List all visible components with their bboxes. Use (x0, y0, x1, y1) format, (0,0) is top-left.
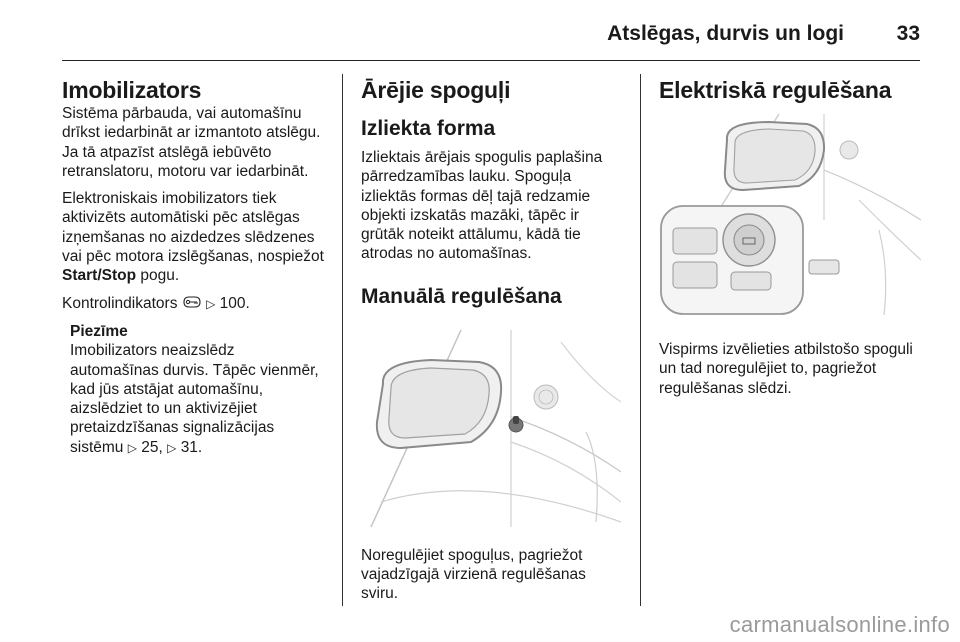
column-divider (342, 74, 343, 606)
subsection-heading: Izliekta forma (361, 117, 496, 140)
subsection-heading: Manuālā regulēšana (361, 284, 562, 308)
electric-mirror-illustration (659, 110, 921, 322)
column-immobilizer (62, 76, 327, 458)
section-heading: Ārējie spoguļi (361, 77, 511, 103)
column-electric-adjustment (659, 76, 921, 398)
paragraph: Kontrolindikators ▷ 100. (62, 294, 250, 312)
page-ref-link[interactable]: 31. (180, 438, 203, 456)
manual-mirror-illustration (361, 322, 621, 534)
page-title: Atslēgas, durvis un logi (607, 22, 844, 45)
note-text: Imobilizators neaizslēdz automašīnas durvis. Tāpēc vienmēr, kad jūs atstājat automašīnu, aizslēdziet to un aktivizējiet pretaizdzīšanas signalizācijas sistēmu ▷ 25, ▷ 31. (70, 342, 319, 456)
figure-caption: Vispirms izvēlieties atbilstošo spoguli un tad noregulējiet to, pagriežot regulēšanas slēdzi. (659, 341, 913, 397)
start-stop-label: Start/Stop (62, 267, 137, 285)
watermark: carmanualsonline.info (729, 612, 950, 637)
page-ref-arrow-icon: ▷ (206, 296, 216, 311)
column-exterior-mirrors (361, 76, 623, 604)
immobilizer-indicator-icon (182, 296, 202, 309)
page-header (62, 14, 920, 56)
section-heading: Imobilizators (62, 77, 202, 103)
page-ref-arrow-icon: ▷ (167, 440, 177, 455)
paragraph: Sistēma pārbauda, vai automašīnu drīkst iedarbināt ar izmantoto atslēgu. Ja tā atpazīst atslēgā iebūvēto retranslatoru, motoru var iedarbināt. (62, 105, 321, 180)
page-ref-arrow-icon: ▷ (127, 440, 137, 455)
column-divider (640, 74, 641, 606)
paragraph: Izliektais ārējais spogulis paplašina pārredzamības lauku. Spoguļa izliektās formas dēļ tajā redzamie objekti izskatās mazāki, tāpēc ir grūtāk noteikt attālumu, kādā tie atrodas no automašīnas. (361, 149, 603, 263)
page-number: 33 (896, 22, 920, 45)
figure-caption: Noregulējiet spoguļus, pagriežot vajadzīgajā virzienā regulēšanas sviru. (361, 546, 586, 603)
page-ref-link[interactable]: 100. (219, 294, 250, 312)
section-heading: Elektriskā regulēšana (659, 77, 892, 103)
paragraph: Elektroniskais imobilizators tiek aktivizēts automātiski pēc atslēgas izņemšanas no aizdedzes slēdzenes vai pēc motora izslēgšanas, nospiežot Start/Stop pogu. (62, 190, 324, 285)
page-ref-link[interactable]: 25, (141, 438, 163, 456)
header-rule (62, 60, 920, 61)
note-box (70, 322, 327, 458)
note-title: Piezīme (70, 322, 128, 340)
